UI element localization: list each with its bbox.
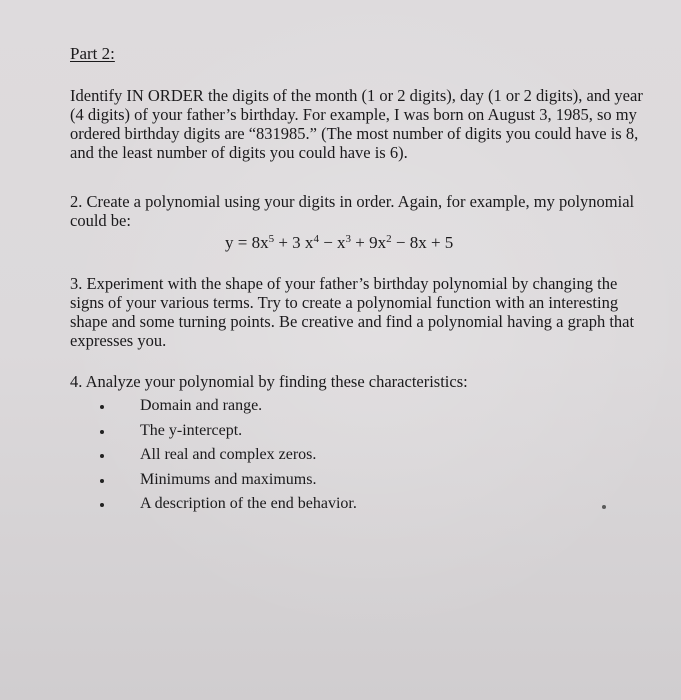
bullet-icon [100, 454, 104, 458]
analyze-paragraph: 4. Analyze your polynomial by finding these characteristics: [70, 372, 468, 391]
part-heading: Part 2: [70, 44, 115, 63]
example-polynomial-equation: $y = 8x^5 + 3$ $x^4 - x^3 + 9x^2 - 8x + 5$ [225, 233, 454, 252]
bullet-icon [100, 503, 104, 507]
bullet-icon [100, 430, 104, 434]
create-polynomial-paragraph: 2. Create a polynomial using your digits in order. Again, for example, my polynomial could be: [70, 192, 635, 230]
instructions-paragraph: Identify IN ORDER the digits of the month (1 or 2 digits), day (1 or 2 digits), and year (4 digits) of your father’s birthday. For example, I was born on August 3, 1985, so my ordered birthday digits are “831985.” (The most number of digits you could have is 8, and the least number of digits you could have is 6). [70, 86, 643, 162]
bullet-icon [100, 405, 104, 409]
paper-page: Part 2: Identify IN ORDER the digits of the month (1 or 2 digits), day (1 or 2 digits), and year (4 digits) of your father’s birthday. For example, I was born on August 3, 1985, so my ordered birthday digits are “831985.” (The most number of digits you could have is 8, and the least number of digits you could have is 6). 2. Create a polynomial using your digits in order. Again, for example, my polynomial could be: $y = 8x^5 + 3$ $x^4 - x^3 + 9x^2 - 8x + 5$ 3. Experiment with the shape of your father’s birthday polynomial by changing the signs of your various terms. Try to create a polynomial function with an interesting shape and some turning points. Be creative and find a polynomial having a graph that expresses you. 4. Analyze your polynomial by finding these characteristics: Domain and range. The y-intercept. All real and complex zeros. Minimums and maximums. A description of the end behavior. [0, 0, 681, 700]
experiment-paragraph: 3. Experiment with the shape of your father’s birthday polynomial by changing the signs of your various terms. Try to create a polynomial function with an interesting shape and some turning points. Be creative and find a polynomial having a graph that expresses you. [70, 274, 635, 350]
stray-mark [602, 505, 606, 509]
bullet-icon [100, 479, 104, 483]
